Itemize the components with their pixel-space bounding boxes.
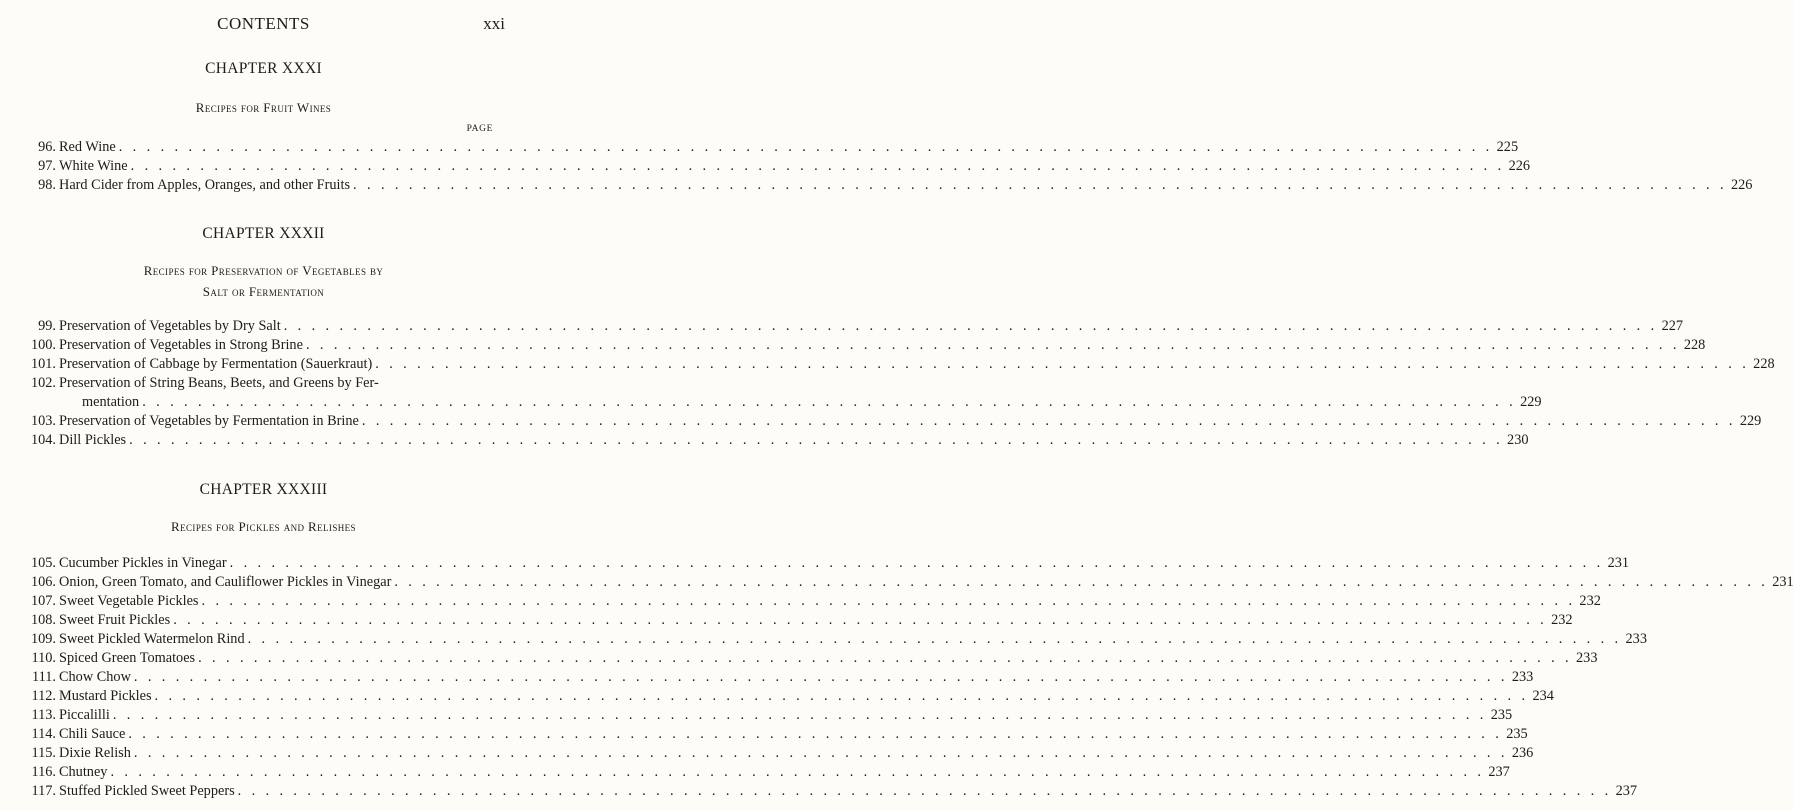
toc-entry[interactable]: [24, 611, 1573, 630]
section-title-line: Recipes for Preservation of Vegetables by: [143, 263, 384, 278]
entry-number: 104.: [30, 432, 56, 448]
page-header: [0, 14, 527, 38]
entry-title: Chutney: [59, 764, 108, 780]
toc-entry[interactable]: [24, 412, 1762, 431]
chapter-title: CHAPTER XXXIII: [199, 481, 328, 498]
entry-number: 105.: [30, 555, 56, 571]
page-title: CONTENTS: [217, 14, 310, 33]
entry-page: 225: [1496, 139, 1519, 155]
entry-page: 232: [1551, 612, 1573, 628]
toc-entry[interactable]: [24, 687, 1554, 706]
dot-leader: . . . . . . . . . . . . . . . . . . . . . . . . . . . . . . . . . . . . . . . . . . . . . . . . . . . . . . . . . . . . . . . . . . . . . . . . . . . . . . . . . . . . . . . . . . . . . . . . . . .: [305, 337, 1680, 353]
entry-page: 233: [1511, 669, 1534, 685]
toc-entry[interactable]: [24, 374, 494, 393]
entry-page: 237: [1615, 783, 1638, 799]
dot-leader: . . . . . . . . . . . . . . . . . . . . . . . . . . . . . . . . . . . . . . . . . . . . . . . . . . . . . . . . . . . . . . . . . . . . . . . . . . . . . . . . . . . . . . . . . . . . . . . . . . .: [237, 783, 1612, 799]
entry-title: Preservation of Cabbage by Fermentation (Sauerkraut): [59, 356, 373, 372]
dot-leader: . . . . . . . . . . . . . . . . . . . . . . . . . . . . . . . . . . . . . . . . . . . . . . . . . . . . . . . . . . . . . . . . . . . . . . . . . . . . . . . . . . . . . . . . . . . . . . . . . . .: [353, 177, 1727, 193]
entry-number: 110.: [31, 650, 56, 666]
entry-page: 237: [1488, 764, 1510, 780]
toc-entry[interactable]: [24, 744, 1534, 763]
entry-title: Onion, Green Tomato, and Cauliflower Pickles in Vinegar: [59, 574, 392, 590]
entry-number: 97.: [38, 158, 56, 174]
entry-number: 108.: [30, 612, 56, 628]
dot-leader: . . . . . . . . . . . . . . . . . . . . . . . . . . . . . . . . . . . . . . . . . . . . . . . . . . . . . . . . . . . . . . . . . . . . . . . . . . . . . . . . . . . . . . . . . . . . . . . . . . .: [173, 612, 1548, 628]
entry-number: 102.: [30, 375, 56, 391]
toc-entry[interactable]: [24, 725, 1528, 744]
entry-page: 232: [1579, 593, 1601, 609]
entry-title: Preservation of Vegetables by Fermentation in Brine: [59, 413, 359, 429]
dot-leader: . . . . . . . . . . . . . . . . . . . . . . . . . . . . . . . . . . . . . . . . . . . . . . . . . . . . . . . . . . . . . . . . . . . . . . . . . . . . . . . . . . . . . . . . . . . . . . . . . . .: [361, 413, 1736, 429]
dot-leader: . . . . . . . . . . . . . . . . . . . . . . . . . . . . . . . . . . . . . . . . . . . . . . . . . . . . . . . . . . . . . . . . . . . . . . . . . . . . . . . . . . . . . . . . . . . . . . . . . . .: [198, 650, 1573, 666]
entry-number: 100.: [30, 337, 56, 353]
entry-number: 101.: [30, 356, 56, 372]
entry-number: 96.: [38, 139, 56, 155]
toc-entry[interactable]: [24, 592, 1601, 611]
toc-entry[interactable]: [24, 138, 1519, 157]
entry-page: 227: [1661, 318, 1684, 334]
entry-title: Chili Sauce: [59, 726, 126, 742]
entry-number: 109.: [30, 631, 56, 647]
toc-entry[interactable]: [24, 554, 1630, 573]
entry-number: 107.: [30, 593, 56, 609]
entry-title: Preservation of String Beans, Beets, and Greens by Fer-: [59, 375, 379, 391]
entry-number: 114.: [31, 726, 56, 742]
toc-entry[interactable]: [24, 157, 1531, 176]
entry-number: 103.: [30, 413, 56, 429]
entry-number: 98.: [38, 177, 56, 193]
dot-leader: . . . . . . . . . . . . . . . . . . . . . . . . . . . . . . . . . . . . . . . . . . . . . . . . . . . . . . . . . . . . . . . . . . . . . . . . . . . . . . . . . . . . . . . . . . . . . . . . . . .: [394, 574, 1769, 590]
entry-title: Stuffed Pickled Sweet Peppers: [59, 783, 235, 799]
dot-leader: . . . . . . . . . . . . . . . . . . . . . . . . . . . . . . . . . . . . . . . . . . . . . . . . . . . . . . . . . . . . . . . . . . . . . . . . . . . . . . . . . . . . . . . . . . . . . . . . . . .: [283, 318, 1658, 334]
entry-title: Cucumber Pickles in Vinegar: [59, 555, 227, 571]
toc-entry[interactable]: [24, 355, 1775, 374]
entry-title: Sweet Fruit Pickles: [59, 612, 171, 628]
toc-entry[interactable]: [24, 336, 1706, 355]
toc-entry[interactable]: [24, 763, 1510, 782]
entry-title: Dill Pickles: [59, 432, 127, 448]
dot-leader: . . . . . . . . . . . . . . . . . . . . . . . . . . . . . . . . . . . . . . . . . . . . . . . . . . . . . . . . . . . . . . . . . . . . . . . . . . . . . . . . . . . . . . . . . . . . . . . . . . .: [375, 356, 1750, 372]
entry-title: Preservation of Vegetables in Strong Brine: [59, 337, 303, 353]
dot-leader: . . . . . . . . . . . . . . . . . . . . . . . . . . . . . . . . . . . . . . . . . . . . . . . . . . . . . . . . . . . . . . . . . . . . . . . . . . . . . . . . . . . . . . . . . . . . . . . . . . .: [229, 555, 1604, 571]
entry-number: 113.: [31, 707, 56, 723]
entry-number: 117.: [31, 783, 56, 799]
toc-entry[interactable]: [24, 706, 1513, 725]
entry-title: Red Wine: [59, 139, 116, 155]
toc-entry[interactable]: [24, 668, 1534, 687]
dot-leader: . . . . . . . . . . . . . . . . . . . . . . . . . . . . . . . . . . . . . . . . . . . . . . . . . . . . . . . . . . . . . . . . . . . . . . . . . . . . . . . . . . . . . . . . . . . . . . . . . . .: [110, 764, 1485, 780]
entry-number: 115.: [31, 745, 56, 761]
entry-page: 233: [1625, 631, 1647, 647]
toc-entry[interactable]: [24, 317, 1684, 336]
entry-page: 231: [1607, 555, 1630, 571]
entry-page: 234: [1532, 688, 1554, 704]
toc-entry[interactable]: [24, 431, 1529, 450]
dot-leader: . . . . . . . . . . . . . . . . . . . . . . . . . . . . . . . . . . . . . . . . . . . . . . . . . . . . . . . . . . . . . . . . . . . . . . . . . . . . . . . . . . . . . . . . . . . . . . . . . . .: [247, 631, 1622, 647]
section-title-line: Salt or Fermentation: [202, 284, 325, 299]
page-column-label: PAGE: [466, 124, 493, 134]
toc-entry[interactable]: [24, 176, 1753, 195]
dot-leader: . . . . . . . . . . . . . . . . . . . . . . . . . . . . . . . . . . . . . . . . . . . . . . . . . . . . . . . . . . . . . . . . . . . . . . . . . . . . . . . . . . . . . . . . . . . . . . . . . . .: [133, 669, 1508, 685]
entry-title: White Wine: [59, 158, 128, 174]
entry-number: 112.: [31, 688, 56, 704]
entry-title: Spiced Green Tomatoes: [59, 650, 196, 666]
dot-leader: . . . . . . . . . . . . . . . . . . . . . . . . . . . . . . . . . . . . . . . . . . . . . . . . . . . . . . . . . . . . . . . . . . . . . . . . . . . . . . . . . . . . . . . . . . . . . . . . . . .: [154, 688, 1529, 704]
section-title-line: Recipes for Pickles and Relishes: [171, 519, 356, 534]
section-title: [60, 97, 467, 118]
page-number: xxi: [483, 14, 505, 33]
entry-number: 99.: [38, 318, 56, 334]
entry-number: 111.: [32, 669, 56, 685]
dot-leader: . . . . . . . . . . . . . . . . . . . . . . . . . . . . . . . . . . . . . . . . . . . . . . . . . . . . . . . . . . . . . . . . . . . . . . . . . . . . . . . . . . . . . . . . . . . . . . . . . . .: [128, 726, 1503, 742]
toc-entry[interactable]: [24, 782, 1638, 801]
entry-title: Chow Chow: [59, 669, 131, 685]
entry-page: 235: [1490, 707, 1513, 723]
dot-leader: . . . . . . . . . . . . . . . . . . . . . . . . . . . . . . . . . . . . . . . . . . . . . . . . . . . . . . . . . . . . . . . . . . . . . . . . . . . . . . . . . . . . . . . . . . . . . . . . . . .: [142, 394, 1517, 410]
entry-page: 235: [1506, 726, 1528, 742]
entry-page: 229: [1739, 413, 1762, 429]
entry-title: Mustard Pickles: [59, 688, 152, 704]
toc-entry[interactable]: [24, 649, 1598, 668]
dot-leader: . . . . . . . . . . . . . . . . . . . . . . . . . . . . . . . . . . . . . . . . . . . . . . . . . . . . . . . . . . . . . . . . . . . . . . . . . . . . . . . . . . . . . . . . . . . . . . . . . . .: [112, 707, 1487, 723]
entry-number: 116.: [31, 764, 56, 780]
section-title-line: Recipes for Fruit Wines: [195, 100, 332, 115]
dot-leader: . . . . . . . . . . . . . . . . . . . . . . . . . . . . . . . . . . . . . . . . . . . . . . . . . . . . . . . . . . . . . . . . . . . . . . . . . . . . . . . . . . . . . . . . . . . . . . . . . . .: [129, 432, 1504, 448]
toc-entry[interactable]: [24, 573, 1794, 592]
entry-page: 226: [1730, 177, 1753, 193]
section-title: [60, 516, 467, 537]
entry-title: Hard Cider from Apples, Oranges, and other Fruits: [59, 177, 351, 193]
entry-page: 229: [1520, 394, 1542, 410]
entry-page: 233: [1576, 650, 1598, 666]
entry-page: 228: [1683, 337, 1706, 353]
entry-title: Preservation of Vegetables by Dry Salt: [59, 318, 281, 334]
dot-leader: . . . . . . . . . . . . . . . . . . . . . . . . . . . . . . . . . . . . . . . . . . . . . . . . . . . . . . . . . . . . . . . . . . . . . . . . . . . . . . . . . . . . . . . . . . . . . . . . . . .: [130, 158, 1505, 174]
toc-entry[interactable]: [24, 630, 1647, 649]
entry-title: Piccalilli: [59, 707, 110, 723]
toc-entry-continuation[interactable]: [82, 393, 1542, 412]
entry-page: 236: [1511, 745, 1534, 761]
entry-title: Dixie Relish: [59, 745, 131, 761]
entry-number: 106.: [30, 574, 56, 590]
entry-title: Sweet Vegetable Pickles: [59, 593, 199, 609]
section-title: [60, 260, 467, 302]
entry-page: 230: [1507, 432, 1529, 448]
entry-title: Sweet Pickled Watermelon Rind: [59, 631, 245, 647]
chapter-title: CHAPTER XXXI: [205, 60, 322, 77]
entry-page: 226: [1508, 158, 1531, 174]
entry-page: 228: [1753, 356, 1775, 372]
chapter-title: CHAPTER XXXII: [202, 225, 325, 242]
entry-page: 231: [1772, 574, 1794, 590]
dot-leader: . . . . . . . . . . . . . . . . . . . . . . . . . . . . . . . . . . . . . . . . . . . . . . . . . . . . . . . . . . . . . . . . . . . . . . . . . . . . . . . . . . . . . . . . . . . . . . . . . . .: [133, 745, 1508, 761]
entry-title-continuation: mentation: [82, 394, 140, 410]
dot-leader: . . . . . . . . . . . . . . . . . . . . . . . . . . . . . . . . . . . . . . . . . . . . . . . . . . . . . . . . . . . . . . . . . . . . . . . . . . . . . . . . . . . . . . . . . . . . . . . . . . .: [201, 593, 1576, 609]
dot-leader: . . . . . . . . . . . . . . . . . . . . . . . . . . . . . . . . . . . . . . . . . . . . . . . . . . . . . . . . . . . . . . . . . . . . . . . . . . . . . . . . . . . . . . . . . . . . . . . . . . .: [118, 139, 1493, 155]
